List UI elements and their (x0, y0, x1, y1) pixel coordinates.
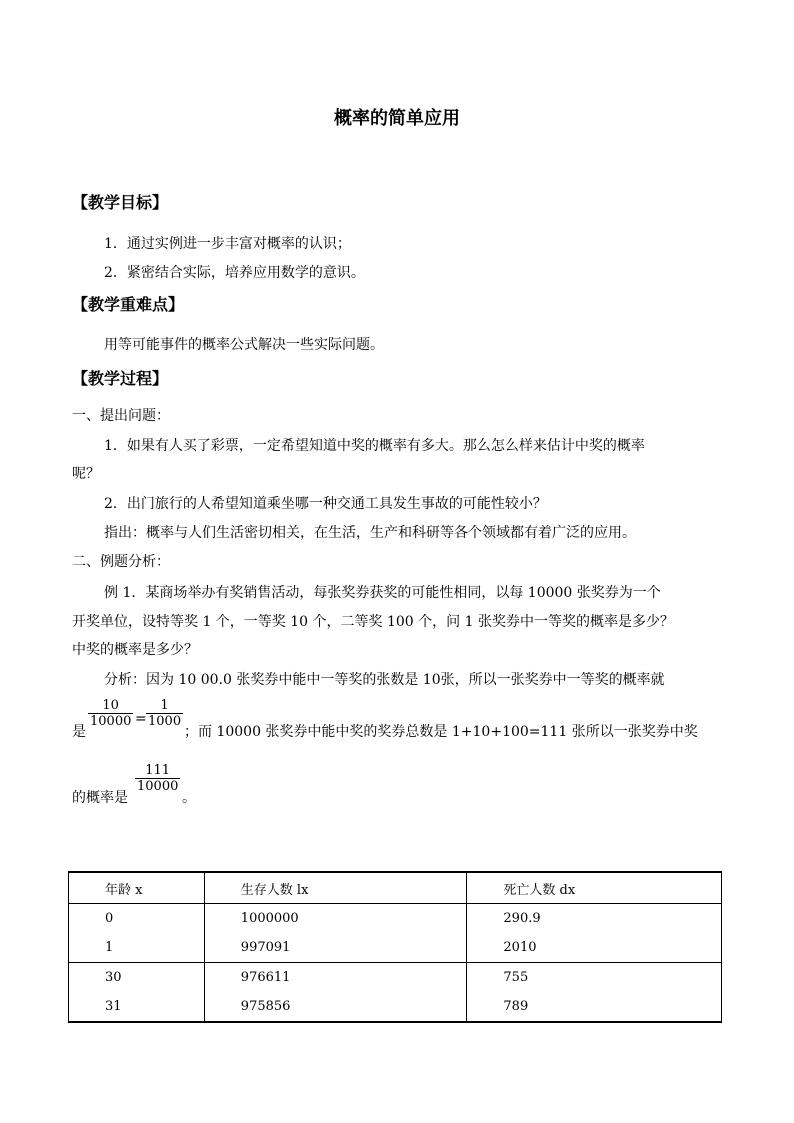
question-2: 2．出门旅行的人希望知道乘坐哪一种交通工具发生事故的可能性较小？ (104, 496, 547, 512)
fraction-numerator: 1 (160, 698, 169, 713)
goal-item-1: 1．通过实例进一步丰富对概率的认识； (104, 236, 351, 252)
goal-item-2: 2．紧密结合实际，培养应用数学的意识。 (104, 265, 365, 281)
table-cell: 30 (69, 963, 205, 993)
table-cell: 1 (69, 933, 205, 963)
table-cell: 290.9 (467, 904, 722, 934)
fraction-denominator: 1000 (148, 714, 182, 729)
equals-sign: = (135, 711, 147, 727)
section-heading-key-points: 【教学重难点】 (72, 295, 185, 314)
table-row (69, 963, 722, 993)
table-cell: 755 (467, 963, 722, 993)
fraction-denominator: 10000 (90, 714, 132, 729)
table-cell: 997091 (204, 933, 467, 963)
example-line-2: 开奖单位，设特等奖 1 个，一等奖 10 个，二等奖 100 个，问 1 张奖券中一等奖的概率是多少？ (72, 614, 674, 630)
part1-title: 一、提出问题： (72, 408, 170, 424)
analysis-line-1: 分析：因为 10 00.0 张奖券中能中一等奖的张数是 10张，所以一张奖券中一等奖的概率就 (104, 672, 665, 688)
fraction-1-over-1000 (146, 698, 183, 729)
analysis-line-2-rest: ；而 10000 张奖券中能中奖的奖券总数是 1+10+100=111 张所以一张奖券中奖 (184, 724, 698, 740)
table-cell: 976611 (204, 963, 467, 993)
table-cell: 975856 (204, 992, 467, 1022)
question-1-line-1: 1．如果有人买了彩票，一定希望知道中奖的概率有多大。那么怎么样来估计中奖的概率 (104, 438, 645, 454)
part2-title: 二、例题分析： (72, 554, 170, 570)
table-header-cell: 年龄 x (69, 872, 205, 904)
table-cell: 789 (467, 992, 722, 1022)
fraction-denominator: 10000 (137, 779, 179, 794)
example-line-1: 例 1．某商场举办有奖销售活动，每张奖券获奖的可能性相同，以每 10000 张奖券为一个 (104, 585, 661, 601)
analysis-is-text: 是 (72, 724, 86, 740)
life-table (68, 871, 722, 1023)
page-title: 概率的简单应用 (334, 108, 460, 129)
section-heading-process: 【教学过程】 (72, 369, 169, 388)
analysis-line-3: 的概率是 (72, 790, 128, 806)
section-heading-goals: 【教学目标】 (72, 193, 169, 212)
fraction-numerator: 10 (102, 698, 119, 713)
table-cell: 2010 (467, 933, 722, 963)
table-row (69, 933, 722, 963)
table-cell: 0 (69, 904, 205, 934)
question-1-line-2: 呢？ (72, 466, 100, 482)
key-points-text: 用等可能事件的概率公式解决一些实际问题。 (104, 337, 384, 353)
table-row (69, 904, 722, 934)
example-line-3: 中奖的概率是多少？ (72, 642, 198, 658)
table-row (69, 992, 722, 1022)
note-text: 指出：概率与人们生活密切相关，在生活，生产和科研等各个领域都有着广泛的应用。 (104, 525, 636, 541)
fraction-numerator: 111 (145, 763, 171, 778)
table-header-cell: 生存人数 lx (204, 872, 467, 904)
fraction-111-over-10000 (135, 763, 180, 794)
fraction-10-over-10000 (88, 698, 133, 729)
table-header-row (69, 872, 722, 904)
table-header-cell: 死亡人数 dx (467, 872, 722, 904)
analysis-end: 。 (182, 790, 196, 806)
table-cell: 1000000 (204, 904, 467, 934)
table-cell: 31 (69, 992, 205, 1022)
